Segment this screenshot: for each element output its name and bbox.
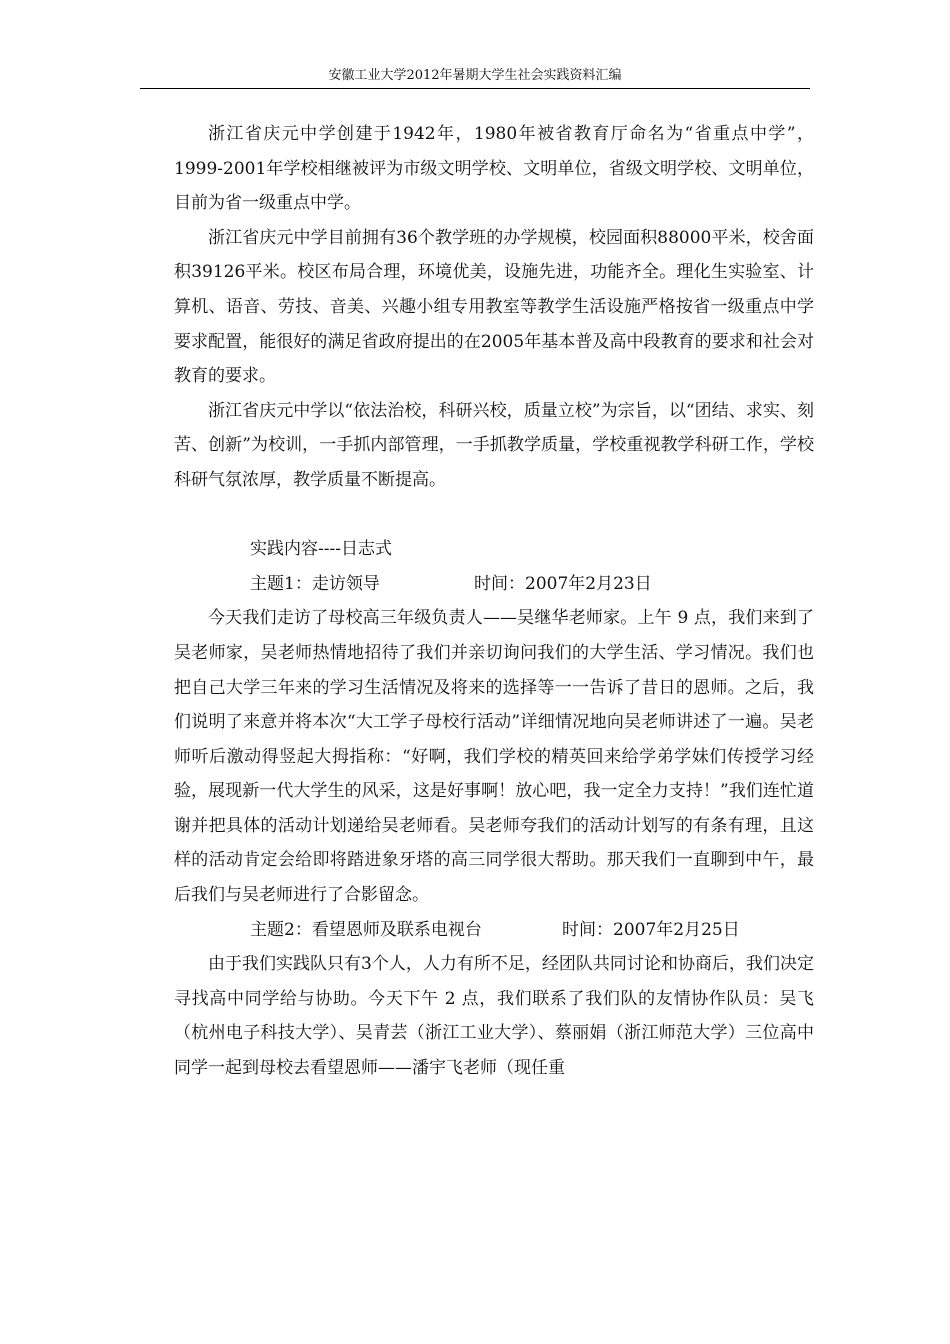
intro-paragraph-1: 浙江省庆元中学创建于1942年，1980年被省教育厅命名为“省重点中学”，1999-2001年学校相继被评为市级文明学校、文明单位，省级文明学校、文明单位，目前为省一级重点中学。 xyxy=(174,124,814,214)
header-rule xyxy=(140,88,810,89)
topic-1-time: 时间：2007年2月23日 xyxy=(474,573,652,594)
intro-paragraph-2: 浙江省庆元中学目前拥有36个教学班的办学规模，校园面积88000平米，校舍面积39126平米。校区布局合理，环境优美，设施先进，功能齐全。理化生实验室、计算机、语音、劳技、音美、兴趣小组专用教室等教学生活设施严格按省一级重点中学要求配置，能很好的满足省政府提出的在2005年基本普及高中段教育的要求和社会对教育的要求。 xyxy=(174,227,814,387)
topic-2-label: 主题2：看望恩师及联系电视台 xyxy=(250,919,482,940)
topic-1-body: 今天我们走访了母校高三年级负责人——吴继华老师家。上午 9 点，我们来到了吴老师家，吴老师热情地招待了我们并亲切询问我们的大学生活、学习情况。我们也把自己大学三年来的学习生活情况及将来的选择等一一告诉了昔日的恩师。之后，我们说明了来意并将本次“大工学子母校行活动”详细情况地向吴老师讲述了一遍。吴老师听后激动得竖起大拇指称：“好啊，我们学校的精英回来给学弟学妹们传授学习经验，展现新一代大学生的风采，这是好事啊！放心吧，我一定全力支持！”我们连忙道谢并把具体的活动计划递给吴老师看。吴老师夸我们的活动计划写的有条有理，且这样的活动肯定会给即将踏进象牙塔的高三同学很大帮助。那天我们一直聊到中午，最后我们与吴老师进行了合影留念。 xyxy=(174,608,814,906)
topic-2-time: 时间：2007年2月25日 xyxy=(562,919,740,940)
document-body xyxy=(174,117,814,1086)
section-heading: 实践内容----日志式 xyxy=(250,539,392,560)
page-header: 安徽工业大学2012年暑期大学生社会实践资料汇编 xyxy=(328,68,622,83)
section-gap xyxy=(174,498,814,533)
topic-1-line xyxy=(174,567,814,602)
topic-1-label: 主题1：走访领导 xyxy=(250,573,380,594)
topic-2-body: 由于我们实践队只有3个人，人力有所不足，经团队共同讨论和协商后，我们决定寻找高中同学给与协助。今天下午 2 点，我们联系了我们队的友情协作队员：吴飞（杭州电子科技大学）、吴青芸（浙江工业大学）、蔡丽娟（浙江师范大学）三位高中同学一起到母校去看望恩师——潘宇飞老师（现任重 xyxy=(174,954,814,1079)
topic-2-line xyxy=(174,913,814,948)
intro-paragraph-3: 浙江省庆元中学以“依法治校，科研兴校，质量立校”为宗旨，以“团结、求实、刻苦、创新”为校训，一手抓内部管理，一手抓教学质量，学校重视教学科研工作，学校科研气氛浓厚，教学质量不断提高。 xyxy=(174,400,814,490)
